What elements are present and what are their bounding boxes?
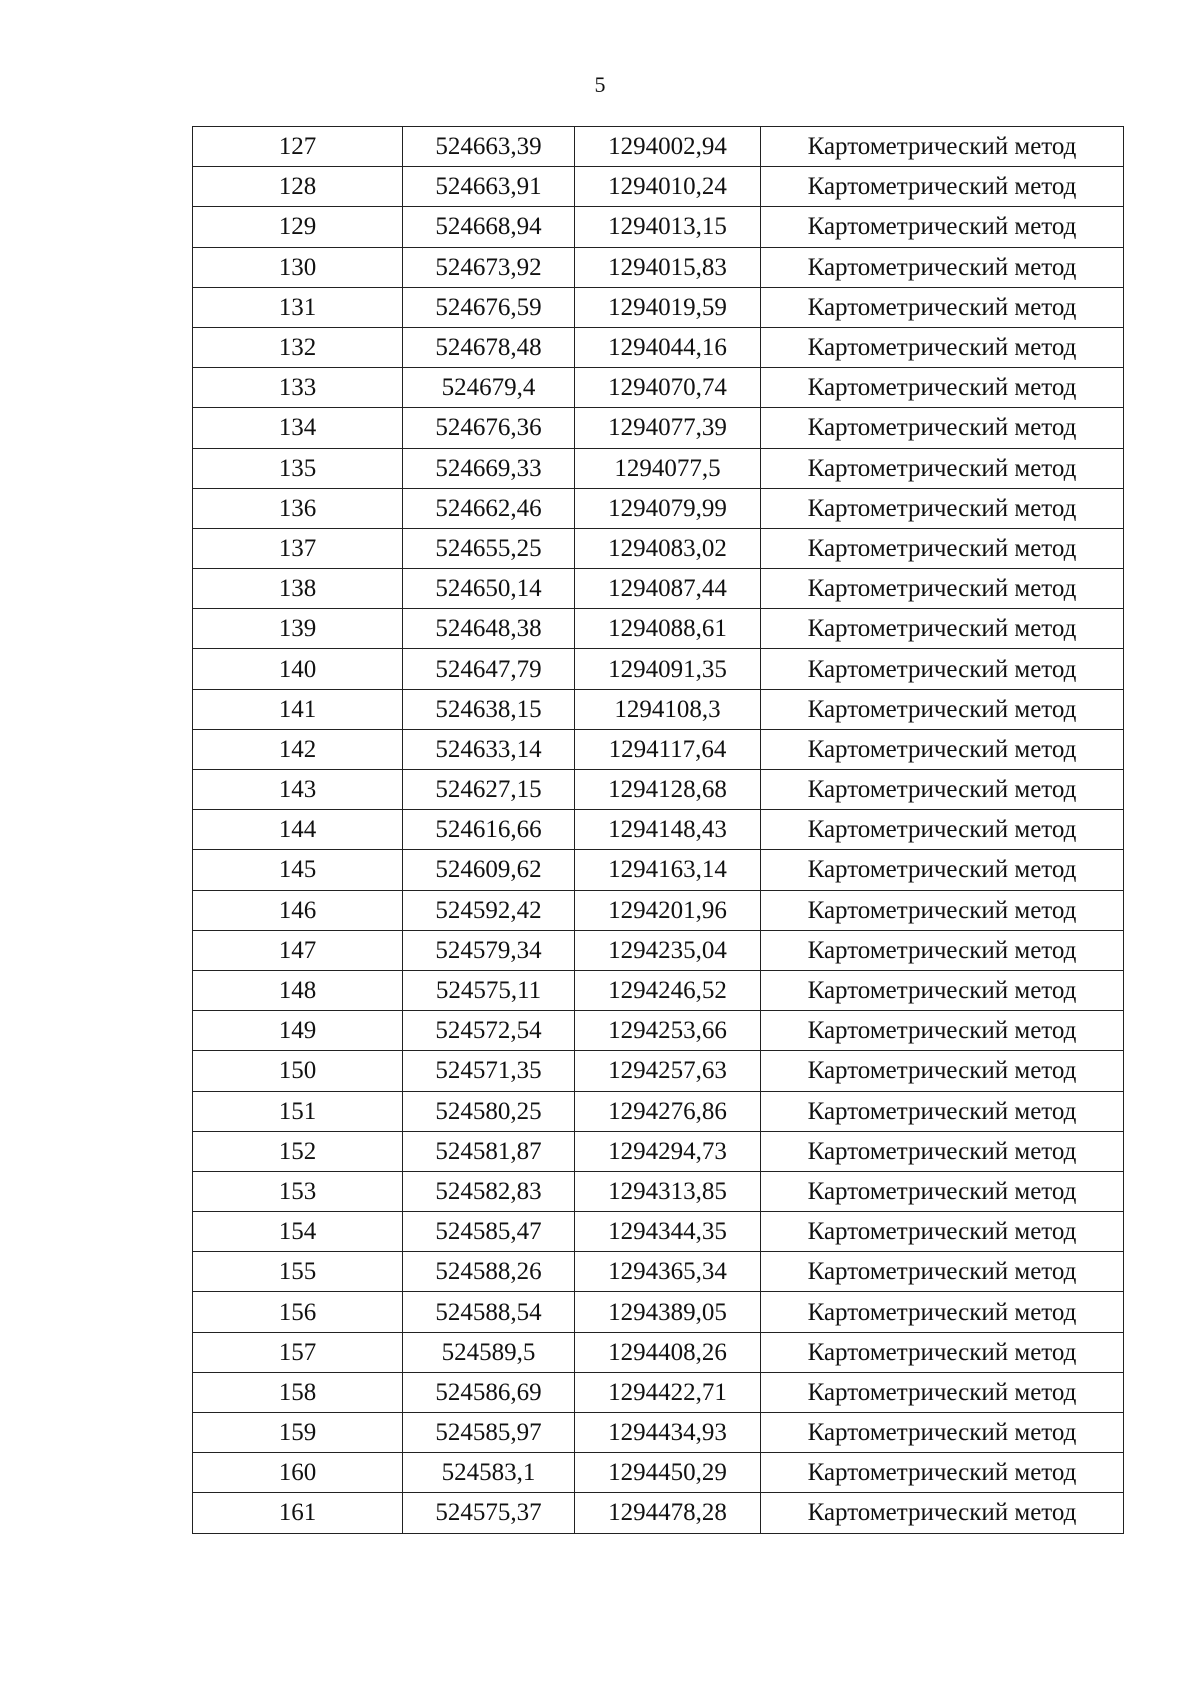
x-coordinate-cell: 524616,66 bbox=[403, 810, 575, 850]
x-coordinate-cell: 524638,15 bbox=[403, 689, 575, 729]
y-coordinate-cell: 1294478,28 bbox=[575, 1493, 761, 1533]
y-coordinate-cell: 1294077,5 bbox=[575, 448, 761, 488]
method-cell: Картометрический метод bbox=[761, 1212, 1124, 1252]
point-number-cell: 153 bbox=[193, 1171, 403, 1211]
y-coordinate-cell: 1294246,52 bbox=[575, 970, 761, 1010]
y-coordinate-cell: 1294201,96 bbox=[575, 890, 761, 930]
table-row bbox=[193, 890, 1124, 930]
method-cell: Картометрический метод bbox=[761, 368, 1124, 408]
method-cell: Картометрический метод bbox=[761, 609, 1124, 649]
y-coordinate-cell: 1294365,34 bbox=[575, 1252, 761, 1292]
table-row bbox=[193, 609, 1124, 649]
x-coordinate-cell: 524572,54 bbox=[403, 1011, 575, 1051]
y-coordinate-cell: 1294117,64 bbox=[575, 729, 761, 769]
table-row bbox=[193, 569, 1124, 609]
x-coordinate-cell: 524679,4 bbox=[403, 368, 575, 408]
x-coordinate-cell: 524582,83 bbox=[403, 1171, 575, 1211]
table-row bbox=[193, 368, 1124, 408]
x-coordinate-cell: 524669,33 bbox=[403, 448, 575, 488]
x-coordinate-cell: 524589,5 bbox=[403, 1332, 575, 1372]
point-number-cell: 148 bbox=[193, 970, 403, 1010]
table-row bbox=[193, 1413, 1124, 1453]
point-number-cell: 158 bbox=[193, 1372, 403, 1412]
point-number-cell: 144 bbox=[193, 810, 403, 850]
point-number-cell: 152 bbox=[193, 1131, 403, 1171]
method-cell: Картометрический метод bbox=[761, 729, 1124, 769]
y-coordinate-cell: 1294070,74 bbox=[575, 368, 761, 408]
point-number-cell: 149 bbox=[193, 1011, 403, 1051]
table-row bbox=[193, 207, 1124, 247]
y-coordinate-cell: 1294108,3 bbox=[575, 689, 761, 729]
point-number-cell: 131 bbox=[193, 287, 403, 327]
y-coordinate-cell: 1294091,35 bbox=[575, 649, 761, 689]
method-cell: Картометрический метод bbox=[761, 207, 1124, 247]
table-row bbox=[193, 1453, 1124, 1493]
x-coordinate-cell: 524678,48 bbox=[403, 327, 575, 367]
table-row bbox=[193, 729, 1124, 769]
table-row bbox=[193, 810, 1124, 850]
y-coordinate-cell: 1294450,29 bbox=[575, 1453, 761, 1493]
point-number-cell: 129 bbox=[193, 207, 403, 247]
table-row bbox=[193, 689, 1124, 729]
y-coordinate-cell: 1294044,16 bbox=[575, 327, 761, 367]
x-coordinate-cell: 524585,97 bbox=[403, 1413, 575, 1453]
method-cell: Картометрический метод bbox=[761, 1453, 1124, 1493]
point-number-cell: 141 bbox=[193, 689, 403, 729]
x-coordinate-cell: 524648,38 bbox=[403, 609, 575, 649]
point-number-cell: 127 bbox=[193, 127, 403, 167]
y-coordinate-cell: 1294235,04 bbox=[575, 930, 761, 970]
page-number: 5 bbox=[594, 72, 606, 97]
table-row bbox=[193, 167, 1124, 207]
x-coordinate-cell: 524627,15 bbox=[403, 770, 575, 810]
table-row bbox=[193, 1011, 1124, 1051]
method-cell: Картометрический метод bbox=[761, 127, 1124, 167]
x-coordinate-cell: 524592,42 bbox=[403, 890, 575, 930]
x-coordinate-cell: 524588,54 bbox=[403, 1292, 575, 1332]
y-coordinate-cell: 1294088,61 bbox=[575, 609, 761, 649]
point-number-cell: 147 bbox=[193, 930, 403, 970]
point-number-cell: 136 bbox=[193, 488, 403, 528]
table-row bbox=[193, 488, 1124, 528]
method-cell: Картометрический метод bbox=[761, 1413, 1124, 1453]
x-coordinate-cell: 524647,79 bbox=[403, 649, 575, 689]
y-coordinate-cell: 1294313,85 bbox=[575, 1171, 761, 1211]
y-coordinate-cell: 1294013,15 bbox=[575, 207, 761, 247]
point-number-cell: 161 bbox=[193, 1493, 403, 1533]
method-cell: Картометрический метод bbox=[761, 488, 1124, 528]
y-coordinate-cell: 1294002,94 bbox=[575, 127, 761, 167]
y-coordinate-cell: 1294083,02 bbox=[575, 528, 761, 568]
table-row bbox=[193, 1131, 1124, 1171]
x-coordinate-cell: 524586,69 bbox=[403, 1372, 575, 1412]
table-row bbox=[193, 448, 1124, 488]
y-coordinate-cell: 1294079,99 bbox=[575, 488, 761, 528]
method-cell: Картометрический метод bbox=[761, 649, 1124, 689]
x-coordinate-cell: 524571,35 bbox=[403, 1051, 575, 1091]
x-coordinate-cell: 524575,11 bbox=[403, 970, 575, 1010]
y-coordinate-cell: 1294422,71 bbox=[575, 1372, 761, 1412]
method-cell: Картометрический метод bbox=[761, 1372, 1124, 1412]
table-row bbox=[193, 528, 1124, 568]
y-coordinate-cell: 1294408,26 bbox=[575, 1332, 761, 1372]
method-cell: Картометрический метод bbox=[761, 1332, 1124, 1372]
point-number-cell: 157 bbox=[193, 1332, 403, 1372]
x-coordinate-cell: 524585,47 bbox=[403, 1212, 575, 1252]
coordinates-table bbox=[192, 126, 1124, 1534]
table-row bbox=[193, 1332, 1124, 1372]
table-row bbox=[193, 1051, 1124, 1091]
method-cell: Картометрический метод bbox=[761, 810, 1124, 850]
table-row bbox=[193, 1091, 1124, 1131]
point-number-cell: 130 bbox=[193, 247, 403, 287]
y-coordinate-cell: 1294019,59 bbox=[575, 287, 761, 327]
table-row bbox=[193, 770, 1124, 810]
x-coordinate-cell: 524663,91 bbox=[403, 167, 575, 207]
y-coordinate-cell: 1294148,43 bbox=[575, 810, 761, 850]
point-number-cell: 142 bbox=[193, 729, 403, 769]
x-coordinate-cell: 524575,37 bbox=[403, 1493, 575, 1533]
x-coordinate-cell: 524583,1 bbox=[403, 1453, 575, 1493]
x-coordinate-cell: 524579,34 bbox=[403, 930, 575, 970]
y-coordinate-cell: 1294015,83 bbox=[575, 247, 761, 287]
point-number-cell: 150 bbox=[193, 1051, 403, 1091]
method-cell: Картометрический метод bbox=[761, 770, 1124, 810]
y-coordinate-cell: 1294087,44 bbox=[575, 569, 761, 609]
x-coordinate-cell: 524673,92 bbox=[403, 247, 575, 287]
method-cell: Картометрический метод bbox=[761, 247, 1124, 287]
x-coordinate-cell: 524668,94 bbox=[403, 207, 575, 247]
y-coordinate-cell: 1294434,93 bbox=[575, 1413, 761, 1453]
y-coordinate-cell: 1294276,86 bbox=[575, 1091, 761, 1131]
point-number-cell: 155 bbox=[193, 1252, 403, 1292]
point-number-cell: 151 bbox=[193, 1091, 403, 1131]
y-coordinate-cell: 1294077,39 bbox=[575, 408, 761, 448]
point-number-cell: 159 bbox=[193, 1413, 403, 1453]
method-cell: Картометрический метод bbox=[761, 1493, 1124, 1533]
point-number-cell: 135 bbox=[193, 448, 403, 488]
method-cell: Картометрический метод bbox=[761, 167, 1124, 207]
method-cell: Картометрический метод bbox=[761, 850, 1124, 890]
table-row bbox=[193, 1493, 1124, 1533]
table-row bbox=[193, 850, 1124, 890]
point-number-cell: 139 bbox=[193, 609, 403, 649]
table-row bbox=[193, 970, 1124, 1010]
table-row bbox=[193, 649, 1124, 689]
y-coordinate-cell: 1294389,05 bbox=[575, 1292, 761, 1332]
x-coordinate-cell: 524581,87 bbox=[403, 1131, 575, 1171]
y-coordinate-cell: 1294294,73 bbox=[575, 1131, 761, 1171]
x-coordinate-cell: 524650,14 bbox=[403, 569, 575, 609]
x-coordinate-cell: 524609,62 bbox=[403, 850, 575, 890]
method-cell: Картометрический метод bbox=[761, 1011, 1124, 1051]
method-cell: Картометрический метод bbox=[761, 1292, 1124, 1332]
table-row bbox=[193, 930, 1124, 970]
method-cell: Картометрический метод bbox=[761, 1131, 1124, 1171]
point-number-cell: 160 bbox=[193, 1453, 403, 1493]
point-number-cell: 138 bbox=[193, 569, 403, 609]
method-cell: Картометрический метод bbox=[761, 930, 1124, 970]
table-row bbox=[193, 1292, 1124, 1332]
x-coordinate-cell: 524676,59 bbox=[403, 287, 575, 327]
x-coordinate-cell: 524633,14 bbox=[403, 729, 575, 769]
point-number-cell: 156 bbox=[193, 1292, 403, 1332]
table-row bbox=[193, 1252, 1124, 1292]
method-cell: Картометрический метод bbox=[761, 327, 1124, 367]
point-number-cell: 143 bbox=[193, 770, 403, 810]
point-number-cell: 134 bbox=[193, 408, 403, 448]
point-number-cell: 154 bbox=[193, 1212, 403, 1252]
point-number-cell: 146 bbox=[193, 890, 403, 930]
method-cell: Картометрический метод bbox=[761, 1171, 1124, 1211]
method-cell: Картометрический метод bbox=[761, 569, 1124, 609]
method-cell: Картометрический метод bbox=[761, 689, 1124, 729]
y-coordinate-cell: 1294163,14 bbox=[575, 850, 761, 890]
method-cell: Картометрический метод bbox=[761, 287, 1124, 327]
x-coordinate-cell: 524655,25 bbox=[403, 528, 575, 568]
method-cell: Картометрический метод bbox=[761, 448, 1124, 488]
table-row bbox=[193, 1212, 1124, 1252]
coordinates-table-body bbox=[193, 127, 1124, 1534]
y-coordinate-cell: 1294253,66 bbox=[575, 1011, 761, 1051]
point-number-cell: 128 bbox=[193, 167, 403, 207]
point-number-cell: 133 bbox=[193, 368, 403, 408]
y-coordinate-cell: 1294128,68 bbox=[575, 770, 761, 810]
x-coordinate-cell: 524580,25 bbox=[403, 1091, 575, 1131]
table-row bbox=[193, 1171, 1124, 1211]
x-coordinate-cell: 524663,39 bbox=[403, 127, 575, 167]
y-coordinate-cell: 1294010,24 bbox=[575, 167, 761, 207]
point-number-cell: 140 bbox=[193, 649, 403, 689]
table-row bbox=[193, 287, 1124, 327]
point-number-cell: 145 bbox=[193, 850, 403, 890]
table-row bbox=[193, 1372, 1124, 1412]
method-cell: Картометрический метод bbox=[761, 408, 1124, 448]
table-row bbox=[193, 247, 1124, 287]
table-row bbox=[193, 408, 1124, 448]
x-coordinate-cell: 524676,36 bbox=[403, 408, 575, 448]
point-number-cell: 132 bbox=[193, 327, 403, 367]
method-cell: Картометрический метод bbox=[761, 970, 1124, 1010]
table-row bbox=[193, 327, 1124, 367]
y-coordinate-cell: 1294344,35 bbox=[575, 1212, 761, 1252]
method-cell: Картометрический метод bbox=[761, 1252, 1124, 1292]
method-cell: Картометрический метод bbox=[761, 1091, 1124, 1131]
table-row bbox=[193, 127, 1124, 167]
x-coordinate-cell: 524662,46 bbox=[403, 488, 575, 528]
y-coordinate-cell: 1294257,63 bbox=[575, 1051, 761, 1091]
method-cell: Картометрический метод bbox=[761, 890, 1124, 930]
point-number-cell: 137 bbox=[193, 528, 403, 568]
x-coordinate-cell: 524588,26 bbox=[403, 1252, 575, 1292]
method-cell: Картометрический метод bbox=[761, 528, 1124, 568]
method-cell: Картометрический метод bbox=[761, 1051, 1124, 1091]
